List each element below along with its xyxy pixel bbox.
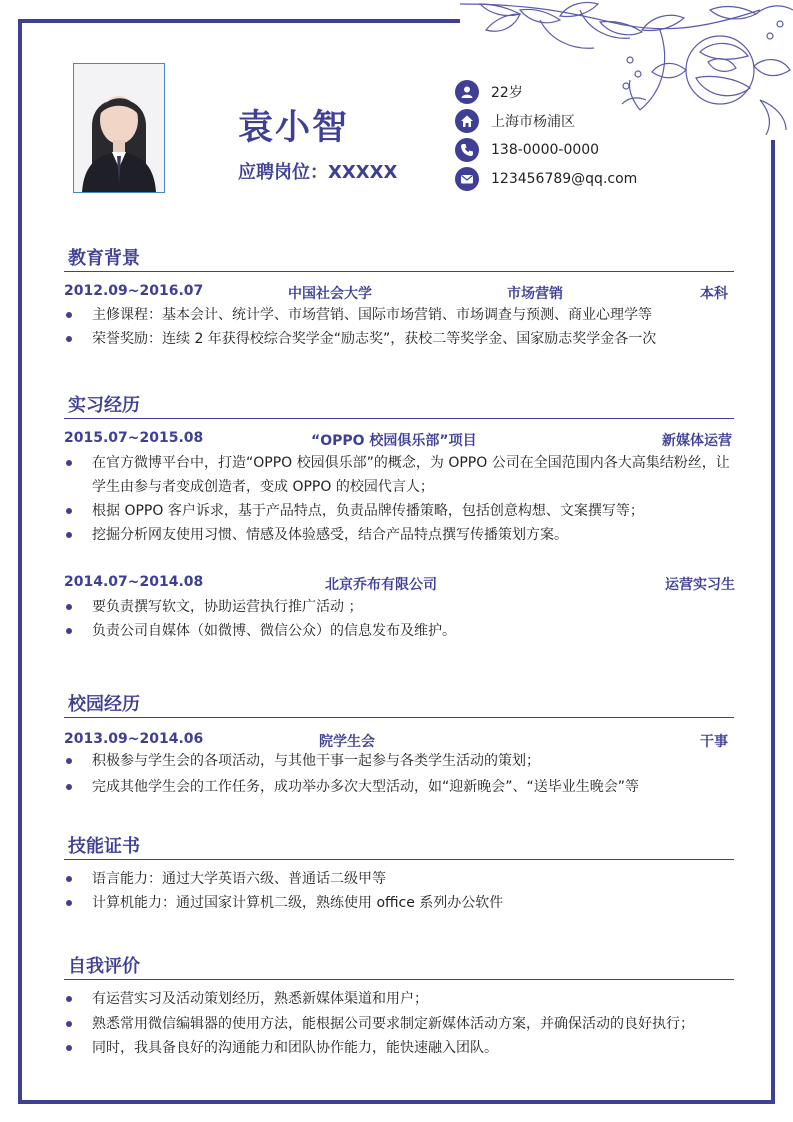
- bullet-dot-icon: [66, 900, 72, 906]
- bullet-dot-icon: [66, 1045, 72, 1051]
- list-item: 荣誉奖励：连续 2 年获得校综合奖学金“励志奖”，获校二等奖学金、国家励志奖学金各一次: [64, 327, 734, 351]
- phone-text: 138-0000-0000: [491, 142, 600, 158]
- bullet-dot-icon: [66, 532, 72, 538]
- education-date: 2012.09~2016.07: [64, 283, 204, 299]
- internship-2-date: 2014.07~2014.08: [64, 574, 204, 590]
- list-item: 主修课程：基本会计、统计学、市场营销、国际市场营销、市场调查与预测、商业心理学等: [64, 303, 734, 327]
- location-text: 上海市杨浦区: [491, 114, 575, 130]
- frame-left-border: [18, 19, 22, 1104]
- internship-rule: [64, 418, 734, 419]
- info-email: [455, 167, 755, 191]
- education-title: 教育背景: [68, 248, 140, 269]
- bullet-dot-icon: [66, 876, 72, 882]
- info-phone: [455, 138, 755, 162]
- bullet-dot-icon: [66, 508, 72, 514]
- education-school: 中国社会大学: [288, 286, 372, 302]
- job-target: 应聘岗位：XXXXX: [238, 162, 398, 183]
- phone-icon: [455, 138, 479, 162]
- frame-top-border: [18, 19, 460, 23]
- internship-1-role: 新媒体运营: [662, 433, 732, 449]
- bullet-dot-icon: [66, 628, 72, 634]
- list-item: 负责公司自媒体（如微博、微信公众）的信息发布及维护。: [64, 619, 734, 643]
- internship-row-2: [64, 574, 734, 594]
- campus-role: 干事: [700, 734, 728, 750]
- skills-title: 技能证书: [68, 836, 140, 857]
- list-item: 熟悉常用微信编辑器的使用方法，能根据公司要求制定新媒体活动方案，并确保活动的良好执行；: [64, 1012, 734, 1036]
- home-icon: [455, 109, 479, 133]
- education-degree: 本科: [700, 286, 728, 302]
- info-age: [455, 80, 755, 104]
- education-major: 市场营销: [507, 286, 563, 302]
- education-row: [64, 283, 734, 303]
- frame-bottom-border: [18, 1100, 775, 1104]
- campus-date: 2013.09~2014.06: [64, 731, 204, 747]
- education-rule: [64, 271, 734, 272]
- bullet-dot-icon: [66, 784, 72, 790]
- internship-1-date: 2015.07~2015.08: [64, 430, 204, 446]
- email-text: 123456789@qq.com: [491, 171, 638, 187]
- campus-title: 校园经历: [68, 694, 140, 715]
- bullet-dot-icon: [66, 758, 72, 764]
- list-item: 有运营实习及活动策划经历，熟悉新媒体渠道和用户；: [64, 987, 734, 1011]
- age-text: 22岁: [491, 85, 523, 101]
- person-icon: [455, 80, 479, 104]
- list-item: 同时，我具备良好的沟通能力和团队协作能力，能快速融入团队。: [64, 1036, 734, 1060]
- list-item: 根据 OPPO 客户诉求，基于产品特点，负责品牌传播策略，包括创意构想、文案撰写等；: [64, 499, 734, 523]
- skills-rule: [64, 859, 734, 860]
- candidate-name: 袁小智: [238, 108, 350, 148]
- internship-title: 实习经历: [68, 395, 140, 416]
- list-item: 要负责撰写软文，协助运营执行推广活动 ；: [64, 595, 734, 619]
- bullet-dot-icon: [66, 1021, 72, 1027]
- internship-1-org: “OPPO 校园俱乐部”项目: [311, 433, 477, 449]
- bullet-dot-icon: [66, 336, 72, 342]
- frame-right-border: [771, 140, 775, 1104]
- self-eval-title: 自我评价: [68, 956, 140, 977]
- email-icon: [455, 167, 479, 191]
- campus-rule: [64, 717, 734, 718]
- bullet-dot-icon: [66, 460, 72, 466]
- profile-photo: [73, 63, 165, 193]
- self-eval-rule: [64, 979, 734, 980]
- list-item: 完成其他学生会的工作任务，成功举办多次大型活动，如“迎新晚会”、“送毕业生晚会”等: [64, 775, 734, 799]
- bullet-dot-icon: [66, 604, 72, 610]
- info-location: [455, 109, 755, 133]
- bullet-dot-icon: [66, 996, 72, 1002]
- list-item: 在官方微博平台中，打造“OPPO 校园俱乐部”的概念，为 OPPO 公司在全国范围内各大高集结粉丝，让学生由参与者变成创造者，变成 OPPO 的校园代言人；: [64, 451, 734, 499]
- internship-2-role: 运营实习生: [665, 577, 735, 593]
- list-item: 挖掘分析网友使用习惯、情感及体验感受，结合产品特点撰写传播策划方案。: [64, 523, 734, 547]
- avatar-portrait-icon: [74, 64, 164, 192]
- list-item: 语言能力：通过大学英语六级、普通话二级甲等: [64, 867, 734, 891]
- internship-row-1: [64, 430, 734, 450]
- list-item: 计算机能力：通过国家计算机二级，熟练使用 office 系列办公软件: [64, 891, 734, 915]
- internship-2-org: 北京乔布有限公司: [325, 577, 437, 593]
- campus-org: 院学生会: [319, 734, 375, 750]
- campus-row: [64, 731, 734, 751]
- list-item: 积极参与学生会的各项活动，与其他干事一起参与各类学生活动的策划；: [64, 749, 734, 773]
- bullet-dot-icon: [66, 312, 72, 318]
